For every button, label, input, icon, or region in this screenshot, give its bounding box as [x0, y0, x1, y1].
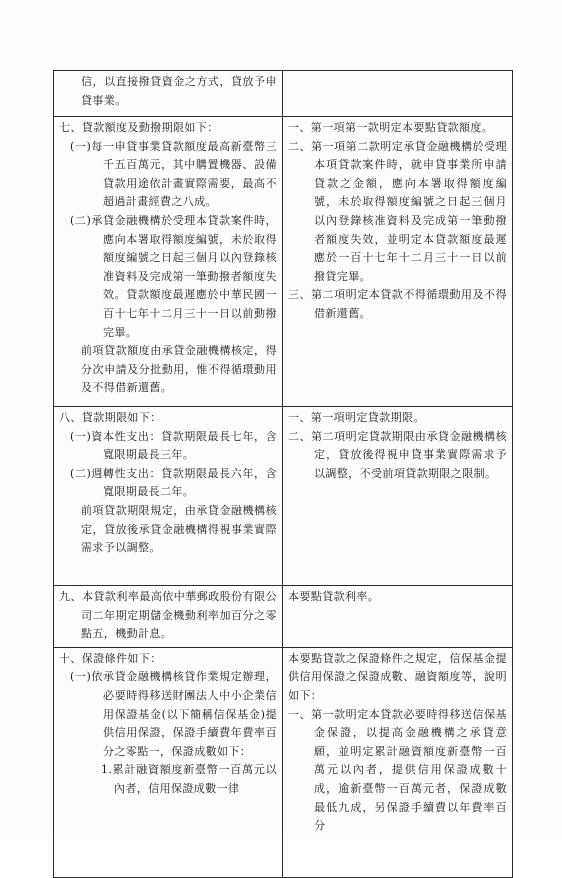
explanation-cell	[283, 71, 513, 117]
explanation-paragraph: 本要點貸款利率。	[288, 590, 380, 603]
provision-paragraph: (一)資本性支出：貸款期限最長七年，含寬限期最長三年。	[70, 429, 277, 462]
provision-paragraph: 前項貸款額度由承貸金融機構核定，得分次申請及分批動用，惟不得循環動用及不得借新還舊。	[81, 344, 277, 395]
provision-paragraph: 八、貸款期限如下：	[59, 411, 162, 424]
explanation-paragraph: 二、第二項明定貸款期限由承貸金融機構核定，貸放後得視申貸事業實際需求予以調整，不受前項貸款期限之限制。	[288, 429, 507, 480]
explanation-paragraph: 一、第一款明定本貸款必要時得移送信保基金保證，以提高金融機構之承貸意願，並明定累計融資額度新臺幣一百萬元以內者，提供信用保證成數十成，逾新臺幣一百萬元者，保證成數最低九成，另保證手續費以年費率百分	[288, 707, 507, 833]
provision-row	[54, 407, 513, 586]
provision-text-cell	[54, 71, 283, 117]
provision-paragraph: (一)每一申貸事業貸款額度最高新臺幣三千五百萬元，其中購置機器、設備貸款用途依計畫實際需要，最高不超過計畫經費之八成。	[70, 139, 277, 209]
provision-paragraph: 九、本貸款利率最高依中華郵政股份有限公司二年期定期儲金機動利率加百分之零點五，機動計息。	[59, 590, 277, 641]
provision-row	[54, 586, 513, 648]
explanation-paragraph: 三、第二項明定本貸款不得循環動用及不得借新還舊。	[288, 288, 507, 320]
provision-text-cell	[54, 647, 283, 877]
explanation-paragraph: 本要點貸款之保證條件之規定，信保基金提供信用保證之保證成數、融資額度等，說明如下：	[288, 651, 507, 702]
provision-paragraph: 七、貸款額度及動撥期限如下：	[59, 121, 219, 134]
provision-row	[54, 647, 513, 877]
explanation-paragraph: 一、第一項明定貸款期限。	[288, 411, 425, 424]
provision-paragraph: (二)承貸金融機構於受理本貸款案件時，應向本署取得額度編號，未於取得額度編號之日起三個月以內登錄核准資料及完成第一筆動撥者額度失效。貸款額度最遲應於中華民國一百十七年十二月三十一日以前動撥完畢。	[70, 213, 277, 339]
provision-text-cell	[54, 407, 283, 586]
provision-table	[53, 70, 513, 878]
explanation-cell	[283, 117, 513, 407]
explanation-paragraph: 一、第一項第一款明定本要點貸款額度。	[288, 121, 494, 134]
explanation-cell	[283, 586, 513, 648]
explanation-paragraph: 二、第一項第二款明定承貸金融機構於受理本項貸款案件時，就申貸事業所申請貸款之金額，應向本署取得額度編號，未於取得額度編號之日起三個月以內登錄核准資料及完成第一筆動撥者額度失效，並明定本貸款額度最遲應於一百十七年十二月三十一日以前撥貸完畢。	[288, 139, 507, 283]
provision-paragraph: 1.累計融資額度新臺幣一百萬元以內者，信用保證成數一律	[101, 763, 277, 795]
provision-row	[54, 71, 513, 117]
provision-text-cell	[54, 586, 283, 648]
provision-paragraph: (二)週轉性支出：貸款期限最長六年，含寬限期最長二年。	[70, 466, 277, 499]
provision-paragraph: 前項貸款期限規定，由承貸金融機構核定，貸放後承貸金融機構得視事業實際需求予以調整。	[81, 503, 277, 555]
provision-row	[54, 117, 513, 407]
explanation-cell	[283, 647, 513, 877]
provision-paragraph: 十、保證條件如下：	[59, 651, 162, 665]
provision-text-cell	[54, 117, 283, 407]
provision-paragraph: 信，以直接撥貸資金之方式，貸放予申貸事業。	[81, 75, 277, 107]
provision-paragraph: (一)依承貸金融機構核貸作業規定辦理，必要時得移送財團法人中小企業信用保證基金(以下簡稱信保基金)提供信用保證，保證手續費年費率百分之零點一，保證成數如下：	[70, 670, 277, 758]
explanation-cell	[283, 407, 513, 586]
